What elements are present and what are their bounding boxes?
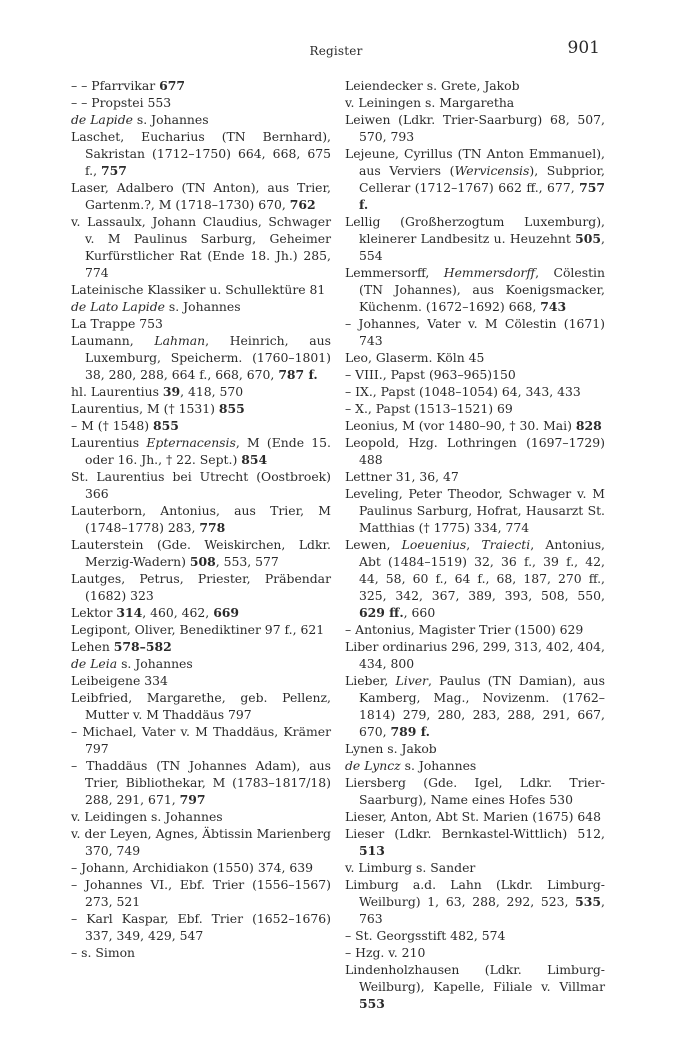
index-entry: – Hzg. v. 210 <box>345 945 426 960</box>
index-entry: Lauterborn, Antonius, aus Trier, M (1748–1778) 283, 778 <box>71 503 331 535</box>
index-entry: Leonius, M (vor 1480–90, † 30. Mai) 828 <box>345 418 602 433</box>
index-entry: – Thaddäus (TN Johannes Adam), aus Trier, Bibliothekar, M (1783–1817/18) 288, 291, 671, 797 <box>71 758 331 807</box>
page-header <box>72 38 600 64</box>
index-entry: hl. Laurentius 39, 418, 570 <box>71 384 244 399</box>
index-entry: Lynen s. Jakob <box>345 741 437 756</box>
index-entry: La Trappe 753 <box>71 316 163 331</box>
index-entry: – Johann, Archidiakon (1550) 374, 639 <box>71 860 314 875</box>
index-entry: v. Limburg s. Sander <box>345 860 476 875</box>
index-entry: – Antonius, Magister Trier (1500) 629 <box>345 622 584 637</box>
index-entry: Lateinische Klassiker u. Schullektüre 81 <box>71 282 326 297</box>
index-entry: de Lato Lapide s. Johannes <box>71 299 241 314</box>
index-entry: Lautges, Petrus, Priester, Präbendar (1682) 323 <box>71 571 331 603</box>
index-entry: – Johannes, Vater v. M Cölestin (1671) 743 <box>345 316 605 348</box>
index-entry: – Karl Kaspar, Ebf. Trier (1652–1676) 337, 349, 429, 547 <box>71 911 331 943</box>
index-entry: Leiwen (Ldkr. Trier-Saarburg) 68, 507, 570, 793 <box>345 112 605 144</box>
index-entry: Lieser (Ldkr. Bernkastel-Wittlich) 512, 513 <box>345 826 605 858</box>
index-entry: Lewen, Loeuenius, Traiecti, Antonius, Abt (1484–1519) 32, 36 f., 39 f., 42, 44, 58, 60 f., 64 f., 68, 187, 270 ff., 325, 342, 367, 389, 393, 508, 550, 629 ff., 660 <box>345 537 605 620</box>
index-entry: v. Lassaulx, Johann Claudius, Schwager v. M Paulinus Sarburg, Geheimer Kurfürstlicher Rat (Ende 18. Jh.) 285, 774 <box>71 214 331 280</box>
index-entry: – VIII., Papst (963–965)150 <box>345 367 516 382</box>
index-entry: Legipont, Oliver, Benediktiner 97 f., 621 <box>71 622 325 637</box>
index-entry: – Michael, Vater v. M Thaddäus, Krämer 797 <box>71 724 331 756</box>
index-entry: v. Leiningen s. Margaretha <box>345 95 515 110</box>
running-head: Register <box>309 44 363 58</box>
index-entry: Lellig (Großherzogtum Luxemburg), kleinerer Landbesitz u. Heuzehnt 505, 554 <box>345 214 605 263</box>
index-entry: St. Laurentius bei Utrecht (Oostbroek) 366 <box>71 469 331 501</box>
index-entry: Laumann, Lahman, Heinrich, aus Luxemburg, Speicherm. (1760–1801) 38, 280, 288, 664 f., 668, 670, 787 f. <box>71 333 331 382</box>
index-entry: Laschet, Eucharius (TN Bernhard), Sakristan (1712–1750) 664, 668, 675 f., 757 <box>71 129 331 178</box>
index-entry: Lehen 578–582 <box>71 639 172 654</box>
index-entry: Lieser, Anton, Abt St. Marien (1675) 648 <box>345 809 602 824</box>
index-entry: de Lapide s. Johannes <box>71 112 209 127</box>
index-column-left <box>71 77 331 961</box>
index-entry: Lieber, Liver, Paulus (TN Damian), aus Kamberg, Mag., Novizenm. (1762–1814) 279, 280, 283, 288, 291, 667, 670, 789 f. <box>345 673 605 739</box>
index-entry: Leveling, Peter Theodor, Schwager v. M Paulinus Sarburg, Hofrat, Hausarzt St. Matthias († 1775) 334, 774 <box>345 486 605 535</box>
index-entry: – X., Papst (1513–1521) 69 <box>345 401 513 416</box>
index-entry: Lemmersorff, Hemmersdorff, Cölestin (TN Johannes), aus Koenigsmacker, Küchenm. (1672–1692) 668, 743 <box>345 265 605 314</box>
index-entry: v. der Leyen, Agnes, Äbtissin Marienberg 370, 749 <box>71 826 331 858</box>
index-entry: – – Propstei 553 <box>71 95 172 110</box>
index-entry: – – Pfarrvikar 677 <box>71 78 186 93</box>
index-entry: Leibeigene 334 <box>71 673 168 688</box>
index-entry: Leopold, Hzg. Lothringen (1697–1729) 488 <box>345 435 605 467</box>
index-entry: Limburg a.d. Lahn (Lkdr. Limburg-Weilburg) 1, 63, 288, 292, 523, 535, 763 <box>345 877 605 926</box>
index-entry: Lauterstein (Gde. Weiskirchen, Ldkr. Merzig-Wadern) 508, 553, 577 <box>71 537 331 569</box>
index-entry: Leo, Glaserm. Köln 45 <box>345 350 485 365</box>
index-entry: de Leia s. Johannes <box>71 656 193 671</box>
index-entry: Lindenholzhausen (Ldkr. Limburg-Weilburg), Kapelle, Filiale v. Villmar 553 <box>345 962 605 1011</box>
index-entry: Lektor 314, 460, 462, 669 <box>71 605 240 620</box>
index-entry: – s. Simon <box>71 945 136 960</box>
index-entry: Lejeune, Cyrillus (TN Anton Emmanuel), aus Verviers (Wervicensis), Subprior, Cellerar (1712–1767) 662 ff., 677, 757 f. <box>345 146 605 212</box>
index-entry: Laurentius, M († 1531) 855 <box>71 401 245 416</box>
index-entry: Lettner 31, 36, 47 <box>345 469 459 484</box>
index-column-right <box>345 77 605 1012</box>
index-entry: – Johannes VI., Ebf. Trier (1556–1567) 273, 521 <box>71 877 331 909</box>
index-entry: – IX., Papst (1048–1054) 64, 343, 433 <box>345 384 581 399</box>
index-entry: Laurentius Epternacensis, M (Ende 15. oder 16. Jh., † 22. Sept.) 854 <box>71 435 331 467</box>
index-entry: – M († 1548) 855 <box>71 418 179 433</box>
page-number: 901 <box>567 38 600 58</box>
index-entry: Liber ordinarius 296, 299, 313, 402, 404, 434, 800 <box>345 639 605 671</box>
index-entry: Liersberg (Gde. Igel, Ldkr. Trier-Saarburg), Name eines Hofes 530 <box>345 775 605 807</box>
index-entry: – St. Georgsstift 482, 574 <box>345 928 506 943</box>
index-entry: de Lyncz s. Johannes <box>345 758 477 773</box>
index-entry: Leibfried, Margarethe, geb. Pellenz, Mutter v. M Thaddäus 797 <box>71 690 331 722</box>
index-entry: v. Leidingen s. Johannes <box>71 809 223 824</box>
index-entry: Laser, Adalbero (TN Anton), aus Trier, Gartenm.?, M (1718–1730) 670, 762 <box>71 180 331 212</box>
index-entry: Leiendecker s. Grete, Jakob <box>345 78 520 93</box>
